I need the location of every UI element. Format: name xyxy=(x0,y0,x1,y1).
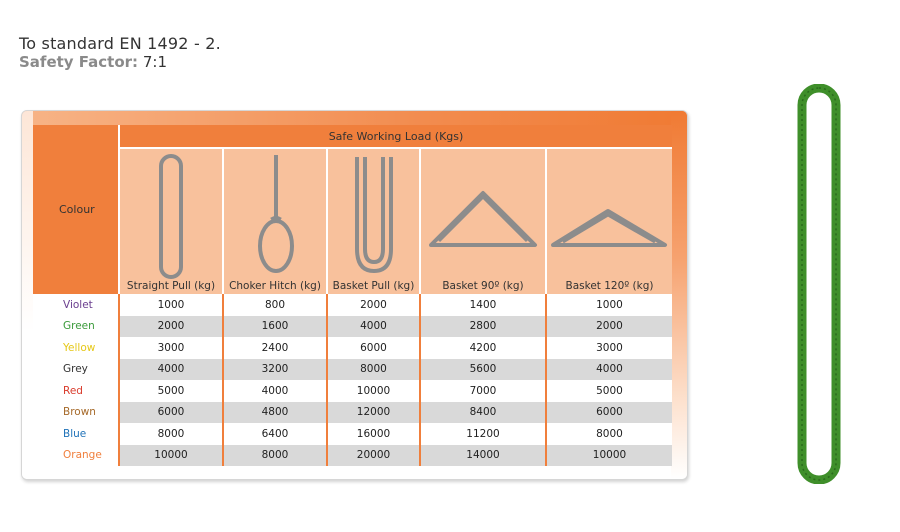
load-value-cell: 4000 xyxy=(223,380,327,402)
load-value-cell: 2000 xyxy=(546,316,672,338)
load-value-cell: 2000 xyxy=(119,316,223,338)
load-value-cell: 5000 xyxy=(119,380,223,402)
load-value-cell: 8400 xyxy=(420,402,546,424)
colour-cell: Blue xyxy=(33,423,119,445)
load-value-cell: 6000 xyxy=(119,402,223,424)
load-value-cell: 6000 xyxy=(327,337,420,359)
swl-group-header: Safe Working Load (Kgs) xyxy=(119,125,672,148)
panel-right-band xyxy=(671,111,687,479)
load-value-cell: 2800 xyxy=(420,316,546,338)
basket-pull-icon xyxy=(328,149,421,294)
table-row xyxy=(33,359,672,381)
load-value-cell: 4000 xyxy=(119,359,223,381)
standard-text: To standard EN 1492 - 2. xyxy=(19,34,221,53)
load-value-cell: 1000 xyxy=(546,294,672,316)
column-label: Basket Pull (kg) xyxy=(332,280,415,292)
green-round-sling-icon xyxy=(796,84,842,484)
table-row xyxy=(33,294,672,316)
table-row xyxy=(33,423,672,445)
load-value-cell: 6400 xyxy=(223,423,327,445)
load-value-cell: 8000 xyxy=(327,359,420,381)
column-label: Choker Hitch (kg) xyxy=(229,280,321,292)
load-value-cell: 8000 xyxy=(546,423,672,445)
load-value-cell: 3200 xyxy=(223,359,327,381)
load-value-cell: 8000 xyxy=(223,445,327,467)
load-value-cell: 11200 xyxy=(420,423,546,445)
load-value-cell: 7000 xyxy=(420,380,546,402)
load-value-cell: 16000 xyxy=(327,423,420,445)
panel-top-band xyxy=(22,111,687,125)
table-body xyxy=(33,294,672,466)
load-value-cell: 20000 xyxy=(327,445,420,467)
load-value-cell: 5600 xyxy=(420,359,546,381)
column-header-basket-pull xyxy=(327,148,420,294)
panel-left-edge xyxy=(22,111,33,479)
colour-cell: Orange xyxy=(33,445,119,467)
table-row xyxy=(33,445,672,467)
load-value-cell: 4800 xyxy=(223,402,327,424)
colour-cell: Grey xyxy=(33,359,119,381)
colour-cell: Yellow xyxy=(33,337,119,359)
colour-cell: Red xyxy=(33,380,119,402)
load-value-cell: 3000 xyxy=(119,337,223,359)
load-value-cell: 1000 xyxy=(119,294,223,316)
load-value-cell: 2000 xyxy=(327,294,420,316)
colour-column-header: Colour xyxy=(33,125,119,294)
choker-hitch-icon xyxy=(224,149,328,294)
load-value-cell: 4000 xyxy=(546,359,672,381)
load-value-cell: 10000 xyxy=(327,380,420,402)
colour-cell: Green xyxy=(33,316,119,338)
load-value-cell: 800 xyxy=(223,294,327,316)
load-value-cell: 1400 xyxy=(420,294,546,316)
colour-cell: Brown xyxy=(33,402,119,424)
colour-cell: Violet xyxy=(33,294,119,316)
load-value-cell: 14000 xyxy=(420,445,546,467)
column-header-basket-90 xyxy=(420,148,546,294)
load-value-cell: 10000 xyxy=(546,445,672,467)
column-header-basket-120 xyxy=(546,148,672,294)
straight-pull-icon xyxy=(120,149,224,294)
table-row xyxy=(33,316,672,338)
column-label: Basket 90º (kg) xyxy=(442,280,524,292)
basket-90-icon xyxy=(421,149,547,294)
column-label: Straight Pull (kg) xyxy=(126,280,216,292)
load-value-cell: 5000 xyxy=(546,380,672,402)
safe-working-load-table xyxy=(33,125,672,466)
safety-factor xyxy=(19,53,167,71)
load-value-cell: 8000 xyxy=(119,423,223,445)
load-value-cell: 3000 xyxy=(546,337,672,359)
load-value-cell: 4000 xyxy=(327,316,420,338)
safety-factor-label: Safety Factor: xyxy=(19,53,139,71)
load-value-cell: 6000 xyxy=(546,402,672,424)
load-value-cell: 4200 xyxy=(420,337,546,359)
table-row xyxy=(33,402,672,424)
column-header-choker-hitch xyxy=(223,148,327,294)
load-value-cell: 1600 xyxy=(223,316,327,338)
basket-120-icon xyxy=(547,149,673,294)
table-row xyxy=(33,380,672,402)
load-value-cell: 12000 xyxy=(327,402,420,424)
column-label: Basket 120º (kg) xyxy=(565,280,654,292)
load-value-cell: 10000 xyxy=(119,445,223,467)
load-table-panel xyxy=(21,110,688,480)
column-header-straight-pull xyxy=(119,148,223,294)
table-row xyxy=(33,337,672,359)
load-value-cell: 2400 xyxy=(223,337,327,359)
safety-factor-value: 7:1 xyxy=(142,53,167,71)
